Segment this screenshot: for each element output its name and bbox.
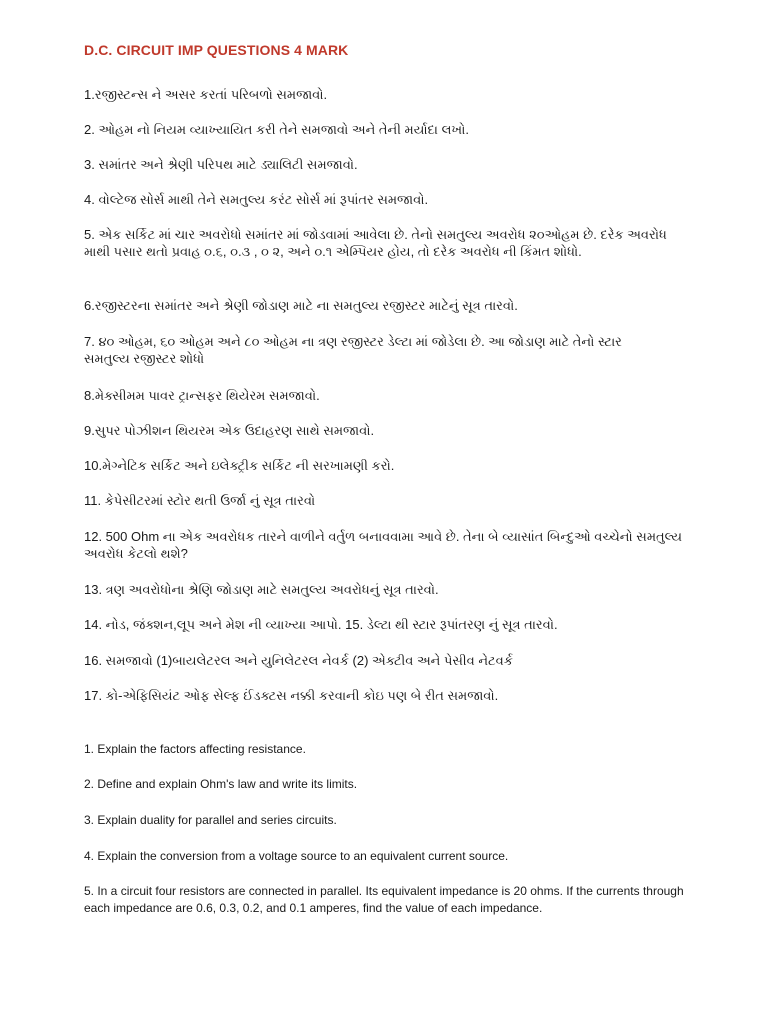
gujarati-question-1: 1.રજીસ્ટન્સ ને અસર કરતાં પરિબળો સમજાવો. [84, 87, 328, 102]
gujarati-question-12: 12. 500 Ohm ના એક અવરોધક તારને વાળીને વર્તુળ બનાવવામા આવે છે. તેના બે વ્યાસાંત બિન્દુઓ વચ્ચેનો સમતુલ્ય અવરોધ કેટલો થશે? [84, 529, 683, 561]
gujarati-question-17: 17. કો-એફિસિયંટ ઓફ સેલ્ફ ઈંડક્ટસ નક્કી કરવાની કોઇ પણ બે રીત સમજાવો. [84, 688, 499, 703]
gujarati-question-7: 7. ૪૦ ઓહમ, ૬૦ ઓહમ અને ૮૦ ઓહમ ના ત્રણ રજીસ્ટર ડેલ્ટા માં જોડેલા છે. આ જોડાણ માટે તેનો સ્ટાર સમતુલ્ય રજીસ્ટર શોધો [84, 334, 622, 366]
document-title: D.C. CIRCUIT IMP QUESTIONS 4 MARK [84, 42, 349, 58]
gujarati-question-13: 13. ત્રણ અવરોધોના શ્રેણિ જોડાણ માટે સમતુલ્ય અવરોધનું સૂત્ર તારવો. [84, 582, 439, 597]
gujarati-question-3: 3. સમાંતર અને શ્રેણી પરિપથ માટે ડ્યાલિટી સમજાવો. [84, 157, 358, 172]
gujarati-question-10: 10.મેગ્નેટિક સર્કિટ અને ઇલેક્ટ્રીક સર્કિટ ની સરખામણી કરો. [84, 458, 395, 473]
gujarati-question-9: 9.સુપર પોઝીશન થિયરમ એક ઉદાહરણ સાથે સમજાવો. [84, 423, 375, 438]
gujarati-question-11: 11. કેપેસીટરમાં સ્ટોર થતી ઉર્જા નું સૂત્ર તારવો [84, 493, 316, 508]
english-question-5: 5. In a circuit four resistors are connected in parallel. Its equivalent impedance is 20 ohms. If the currents through each impedance are 0.6, 0.3, 0.2, and 0.1 amperes, find the value of each impedance. [84, 884, 684, 915]
gujarati-question-14: 14. નોડ, જંક્શન,લૂપ અને મેશ ની વ્યાખ્યા આપો. 15. ડેલ્ટા થી સ્ટાર રૂપાંતરણ નું સૂત્ર તારવો. [84, 617, 558, 632]
gujarati-question-2: 2. ઓહમ નો નિયમ વ્યાખ્યાયિત કરી તેને સમજાવો અને તેની મર્યાદા લખો. [84, 122, 469, 137]
gujarati-question-4: 4. વોલ્ટેજ સોર્સ માથી તેને સમતુલ્ય કરંટ સોર્સ માં રૂપાંતર સમજાવો. [84, 192, 429, 207]
english-question-4: 4. Explain the conversion from a voltage source to an equivalent current source. [84, 849, 509, 863]
gujarati-question-16: 16. સમજાવો (1)બાયલેટરલ અને યુનિલેટરલ નેવર્ક (2) એક્ટીવ અને પેસીવ નેટવર્ક [84, 653, 513, 668]
gujarati-question-8: 8.મેક્સીમમ પાવર ટ્રાન્સફર થિયેરમ સમજાવો. [84, 388, 320, 403]
english-question-1: 1. Explain the factors affecting resistance. [84, 742, 306, 756]
english-question-2: 2. Define and explain Ohm's law and write its limits. [84, 777, 358, 791]
gujarati-question-6: 6.રજીસ્ટરના સમાંતર અને શ્રેણી જોડાણ માટે ના સમતુલ્ય રજીસ્ટર માટેનું સૂત્ર તારવો. [84, 298, 518, 313]
english-question-3: 3. Explain duality for parallel and series circuits. [84, 813, 337, 827]
gujarati-question-5: 5. એક સર્કિટ માં ચાર અવરોધો સમાંતર માં જોડવામાં આવેલા છે. તેનો સમતુલ્ય અવરોધ ૨૦ઓહમ છે. દરેક અવરોધ માથી પસાર થતો પ્રવાહ ૦.૬, ૦.૩ , ૦ ૨, અને ૦.૧ એમ્પિયર હોય, તો દરેક અવરોધ ની કિંમત શોધો. [84, 227, 667, 259]
